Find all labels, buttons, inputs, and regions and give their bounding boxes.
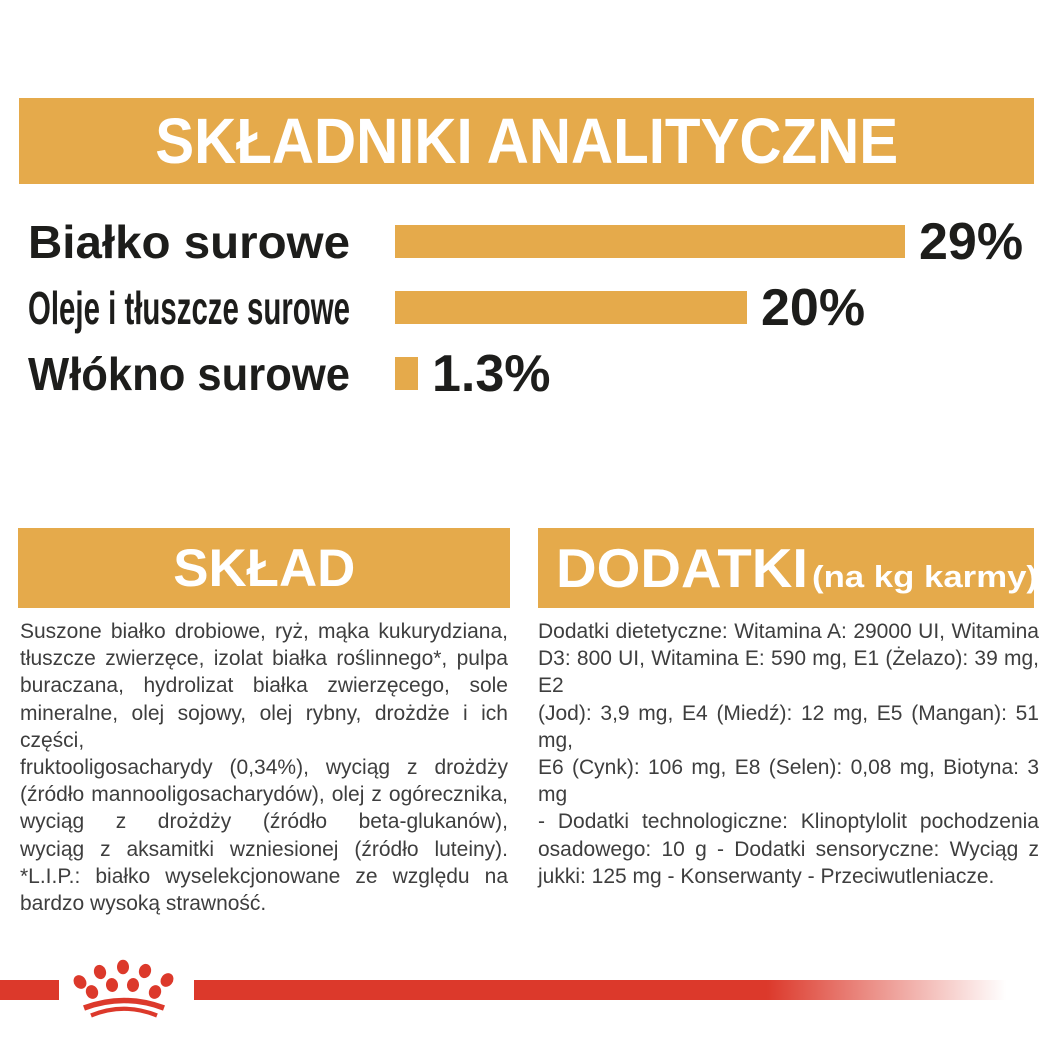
text-line: Dodatki dietetyczne: Witamina A: 29000 UI, Witamina (538, 620, 1039, 643)
bar (395, 225, 905, 258)
analytical-components-banner (19, 98, 1034, 184)
composition-title: SKŁAD (173, 538, 355, 598)
text-line: Suszone białko drobiowe, ryż, mąka kukurydziana, (20, 620, 508, 643)
text-line: *L.I.P.: białko wyselekcjonowane ze względu na (20, 864, 508, 888)
bar-label (28, 347, 368, 400)
text-line: D3: 800 UI, Witamina E: 590 mg, E1 (Żelazo): 39 mg, E2 (538, 647, 1039, 698)
analytical-components-chart (0, 212, 1049, 403)
text-line: - Dodatki technologiczne: Klinoptylolit pochodzenia (538, 810, 1039, 834)
bar (395, 357, 418, 390)
chart-row (0, 344, 1049, 403)
text-line: (Jod): 3,9 mg, E4 (Miedź): 12 mg, E5 (Mangan): 51 mg, (538, 701, 1039, 752)
text-line: wyciąg z aksamitki wzniesionej (źródło luteiny). (20, 837, 508, 861)
bar-label-text: Oleje i tłuszcze surowe (28, 281, 351, 334)
text-line: jukki: 125 mg - Konserwanty - Przeciwutleniacze. (538, 864, 995, 888)
text-line: mineralne, olej sojowy, olej rybny, drożdże i ich części, (20, 701, 508, 752)
additives-text (538, 618, 1039, 890)
chart-row (0, 212, 1049, 271)
bar-label-text: Włókno surowe (28, 347, 350, 400)
ingredients-text (20, 618, 508, 917)
bar-label-text: Białko surowe (28, 215, 351, 268)
text-line: fruktooligosacharydy (0,34%), wyciąg z drożdży (20, 756, 508, 780)
bar (395, 291, 747, 324)
composition-banner (18, 528, 510, 608)
chart-row (0, 278, 1049, 337)
text-line: buraczana, hydrolizat białka zwierzęcego, sole (20, 674, 508, 698)
text-line: (źródło mannooligosacharydów), olej z ogórecznika, (20, 783, 508, 807)
bar-value: 20% (761, 278, 866, 337)
brand-line-left (0, 980, 59, 1000)
text-line: bardzo wysoką strawność. (20, 892, 267, 916)
royal-canin-crown-icon (72, 956, 176, 1020)
text-line: tłuszcze zwierzęce, izolat białka roślinnego*, pulpa (20, 647, 508, 671)
bar-value: 29% (919, 212, 1024, 271)
additives-title: DODATKI (556, 537, 808, 599)
text-line: wyciąg z drożdży (źródło beta-glukanów), (20, 810, 508, 834)
bar-value: 1.3% (432, 344, 551, 403)
analytical-components-title: SKŁADNIKI ANALITYCZNE (155, 105, 898, 177)
text-line: E6 (Cynk): 106 mg, E8 (Selen): 0,08 mg, Biotyna: 3 mg (538, 756, 1039, 807)
text-line: osadowego: 10 g - Dodatki sensoryczne: Wyciąg z (538, 837, 1039, 861)
bar-label (28, 215, 351, 268)
brand-line-right (194, 980, 1049, 1000)
additives-banner (538, 528, 1039, 608)
additives-subtitle: (na kg karmy) (812, 559, 1039, 594)
additives-heading-group (556, 536, 1039, 600)
